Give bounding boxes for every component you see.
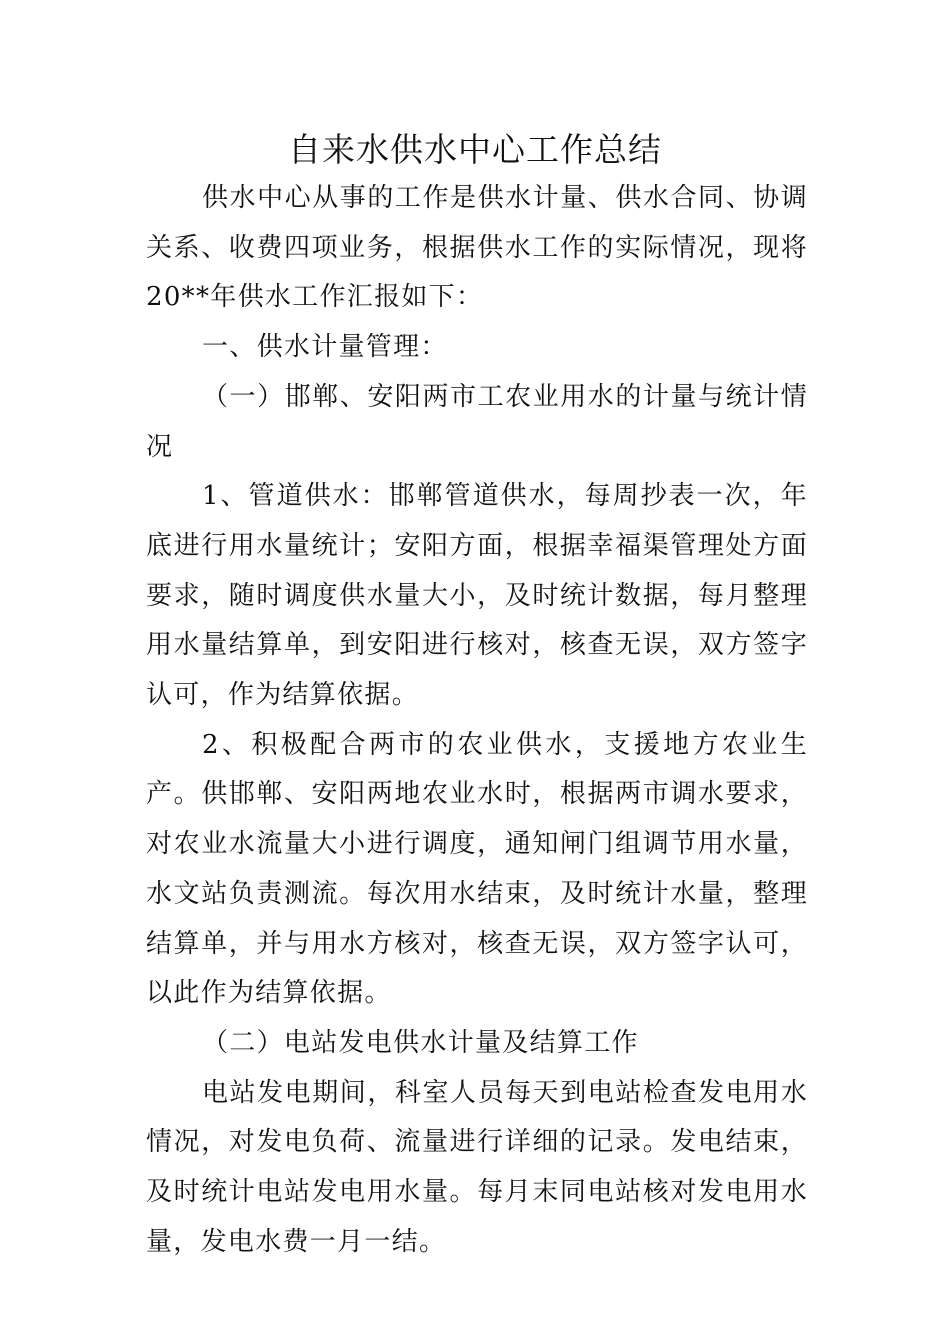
paragraph-pipeline-supply: 1、管道供水：邯郸管道供水，每周抄表一次，年底进行用水量统计；安阳方面，根据幸福渠管理处方面要求，随时调度供水量大小，及时统计数据，每月整理用水量结算单，到安阳进行核对，核查无误，双方签字认可，作为结算依据。 [146, 481, 808, 711]
paragraph-power-station: 电站发电期间，科室人员每天到电站检查发电用水情况，对发电负荷、流量进行详细的记录。发电结束，及时统计电站发电用水量。每月末同电站核对发电用水量，发电水费一月一结。 [146, 1077, 808, 1257]
document-body [146, 174, 808, 1267]
intro-paragraph: 供水中心从事的工作是供水计量、供水合同、协调关系、收费四项业务，根据供水工作的实际情况，现将20**年供水工作汇报如下： [146, 183, 808, 313]
paragraph-agricultural-supply: 2、积极配合两市的农业供水，支援地方农业生产。供邯郸、安阳两地农业水时，根据两市调水要求，对农业水流量大小进行调度，通知闸门组调节用水量，水文站负责测流。每次用水结束，及时统计水量，整理结算单，并与用水方核对，核查无误，双方签字认可，以此作为结算依据。 [146, 729, 808, 1009]
subsection-heading-2: （二）电站发电供水计量及结算工作 [202, 1027, 639, 1058]
subsection-heading-1: （一）邯郸、安阳两市工农业用水的计量与统计情况 [146, 381, 808, 462]
section-heading-1: 一、供水计量管理： [202, 332, 448, 363]
document-title: 自来水供水中心工作总结 [288, 130, 662, 169]
